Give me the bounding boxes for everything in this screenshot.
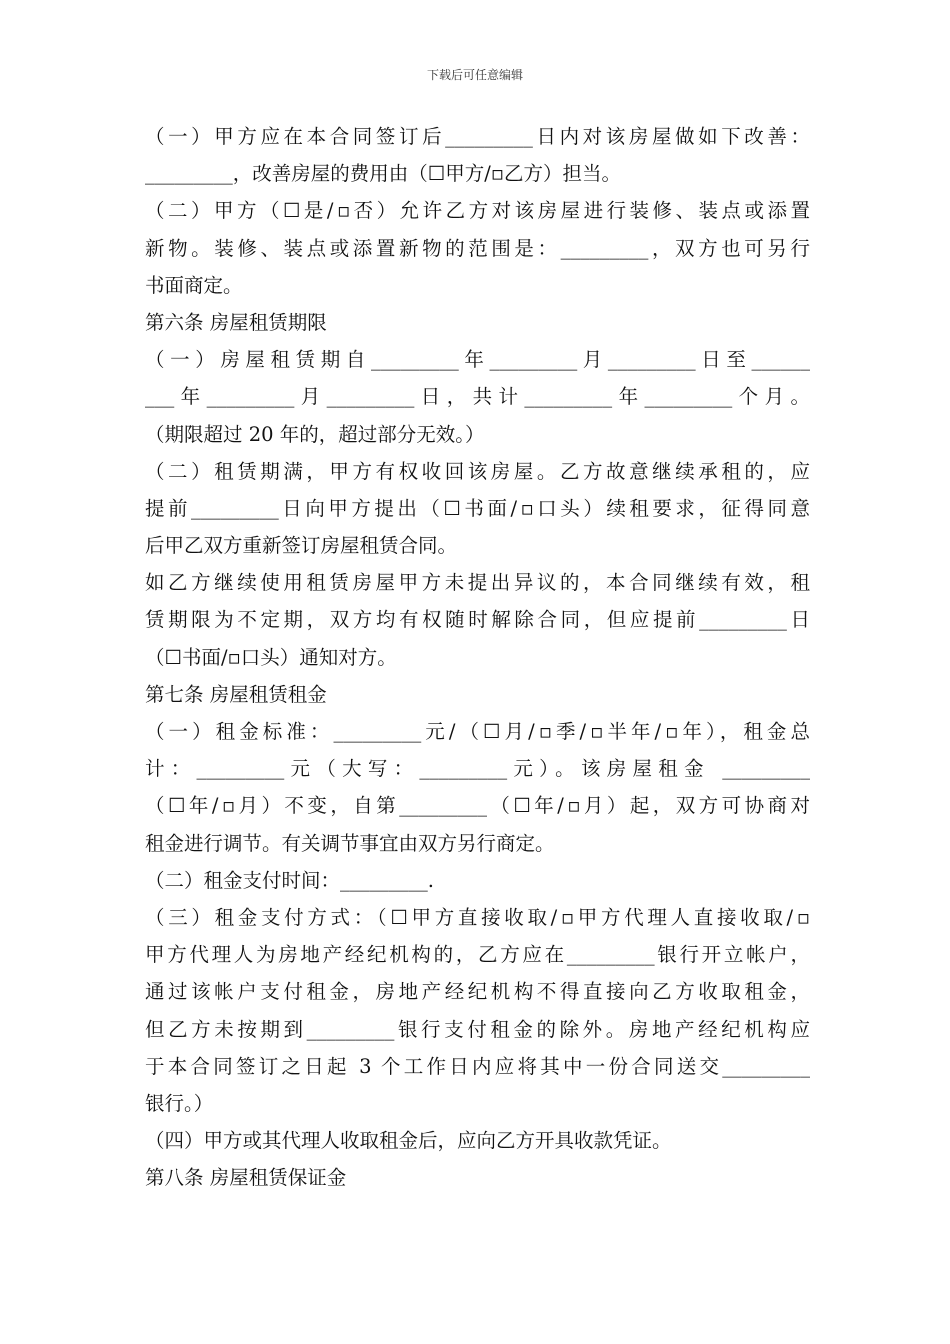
text-line: _________，改善房屋的费用由（☐甲方/▫乙方）担当。 (145, 162, 622, 186)
text-line: （☐年/▫月）不变，自第_________（☐年/▫月）起，双方可协商对 (145, 794, 810, 818)
text-line: ___年_________月_________日，共计_________年_________个月。 (145, 385, 810, 409)
text-line: 通过该帐户支付租金，房地产经纪机构不得直接向乙方收取租金， (145, 980, 810, 1004)
document-body (145, 118, 810, 1196)
text-line: 第八条 房屋租赁保证金 (145, 1166, 347, 1190)
text-line: 第六条 房屋租赁期限 (145, 310, 327, 334)
text-line: （一）房屋租赁期自_________年_________月_________日至______ (145, 348, 810, 372)
text-line: （四）甲方或其代理人收取租金后，应向乙方开具收款凭证。 (145, 1129, 672, 1153)
text-line: 提前_________日向甲方提出（☐书面/▫口头）续租要求，征得同意 (145, 496, 810, 520)
text-line: 银行。） (145, 1091, 214, 1115)
text-line: 如乙方继续使用租赁房屋甲方未提出异议的，本合同继续有效，租 (145, 571, 810, 595)
text-line: （二）甲方（☐是/▫否）允许乙方对该房屋进行装修、装点或添置 (145, 199, 810, 223)
text-line: （二）租金支付时间：_________. (145, 868, 434, 892)
text-line: 计：_________元（大写：_________元）。该房屋租金 _________ (145, 757, 810, 781)
text-line: 第七条 房屋租赁租金 (145, 682, 327, 706)
text-line: （☐书面/▫口头）通知对方。 (145, 645, 397, 669)
text-line: （一）甲方应在本合同签订后_________日内对该房屋做如下改善： (145, 125, 810, 148)
text-line: 书面商定。 (145, 273, 243, 297)
text-line: （二）租赁期满，甲方有权收回该房屋。乙方故意继续承租的，应 (145, 459, 810, 483)
text-line: 但乙方未按期到_________银行支付租金的除外。房地产经纪机构应 (145, 1017, 810, 1041)
text-line: 后甲乙双方重新签订房屋租赁合同。 (145, 534, 458, 558)
page-header: 下载后可任意编辑 (426, 68, 523, 82)
text-line: （期限超过 20 年的，超过部分无效。） (145, 422, 485, 446)
text-line: 新物。装修、装点或添置新物的范围是：_________，双方也可另行 (145, 236, 810, 260)
text-line: （三）租金支付方式：（☐甲方直接收取/▫甲方代理人直接收取/▫ (145, 905, 810, 929)
text-line: 赁期限为不定期，双方均有权随时解除合同，但应提前_________日 (145, 608, 810, 632)
text-line: 租金进行调节。有关调节事宜由双方另行商定。 (145, 831, 555, 855)
text-line: （一）租金标准：_________元/（☐月/▫季/▫半年/▫年），租金总 (145, 720, 810, 743)
text-line: 于本合同签订之日起 3 个工作日内应将其中一份合同送交_________ (145, 1054, 810, 1078)
text-line: 甲方代理人为房地产经纪机构的，乙方应在_________银行开立帐户， (145, 943, 810, 967)
